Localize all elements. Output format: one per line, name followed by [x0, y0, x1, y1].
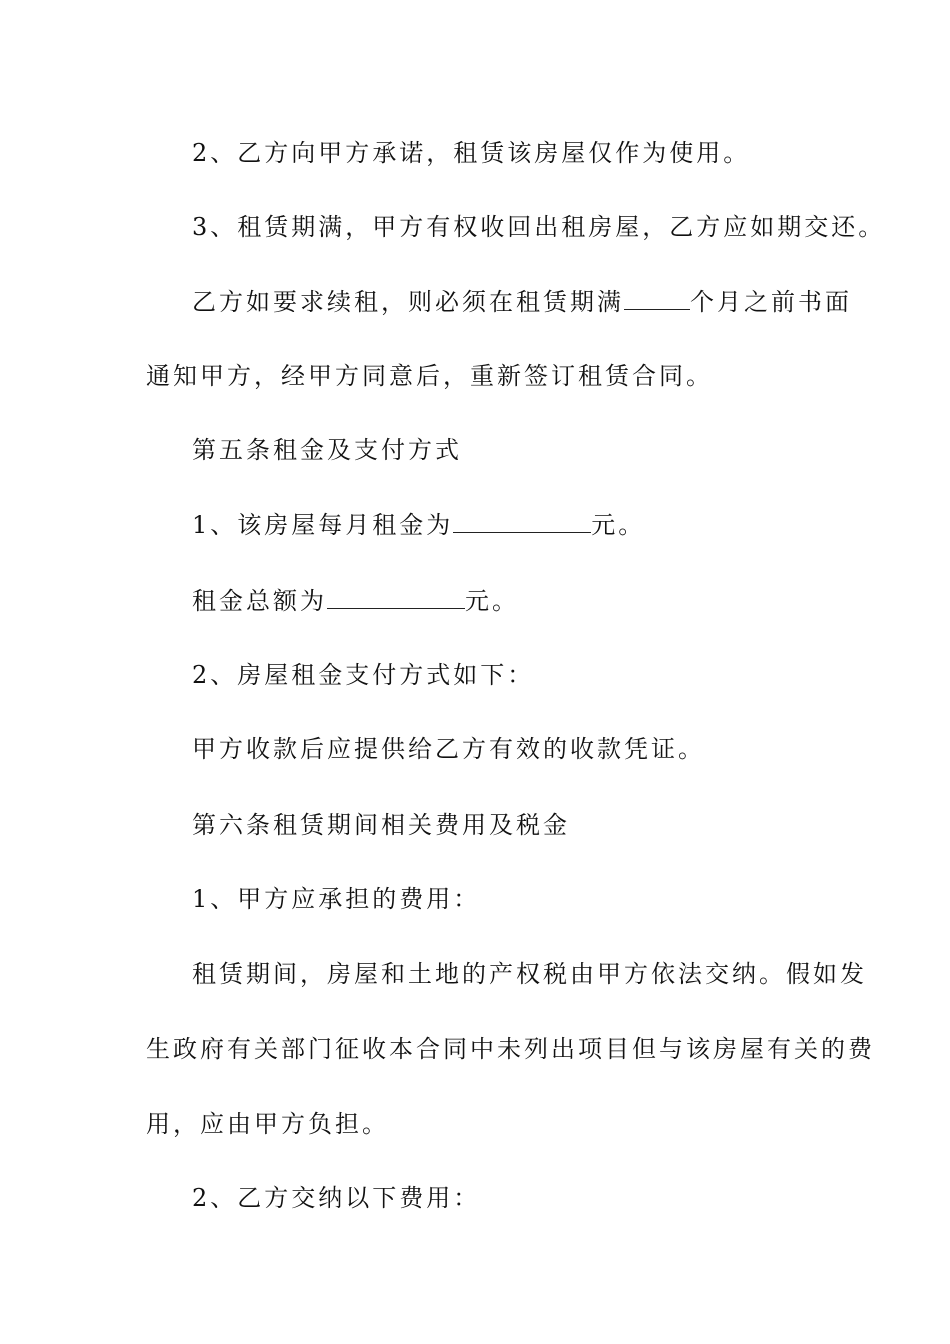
total-rent-text-after: 元。 [465, 587, 519, 615]
clause-receipt: 甲方收款后应提供给乙方有效的收款凭证。 [192, 735, 705, 763]
renewal-months-blank [624, 289, 690, 310]
total-rent-blank [327, 588, 465, 609]
clause-total-rent [192, 586, 519, 616]
clause-property-tax-continued: 生政府有关部门征收本合同中未列出项目但与该房屋有关的费 [146, 1035, 875, 1063]
clause-party-a-fees: 1、甲方应承担的费用： [192, 885, 481, 913]
clause-lease-expiry: 3、租赁期满，甲方有权收回出租房屋，乙方应如期交还。 [192, 213, 886, 241]
monthly-rent-text-after: 元。 [591, 511, 646, 539]
article-five-heading: 第五条租金及支付方式 [192, 436, 462, 464]
clause-monthly-rent [192, 510, 645, 540]
clause-party-b-fees: 2、乙方交纳以下费用： [192, 1184, 481, 1212]
monthly-rent-blank [453, 512, 591, 533]
clause-renewal-continued: 通知甲方，经甲方同意后，重新签订租赁合同。 [146, 362, 713, 390]
clause-payment-method: 2、房屋租金支付方式如下： [192, 661, 535, 689]
article-six-heading: 第六条租赁期间相关费用及税金 [192, 811, 570, 839]
clause-renewal [192, 287, 852, 317]
monthly-rent-text-before: 1、该房屋每月租金为 [192, 511, 454, 539]
total-rent-text-before: 租金总额为 [192, 587, 327, 615]
clause-property-tax-end: 用，应由甲方负担。 [146, 1110, 389, 1138]
clause-property-tax: 租赁期间，房屋和土地的产权税由甲方依法交纳。假如发 [192, 960, 867, 988]
renewal-text-before: 乙方如要求续租，则必须在租赁期满 [192, 288, 624, 316]
clause-use-promise: 2、乙方向甲方承诺，租赁该房屋仅作为使用。 [192, 139, 751, 167]
renewal-text-after: 个月之前书面 [690, 288, 852, 316]
